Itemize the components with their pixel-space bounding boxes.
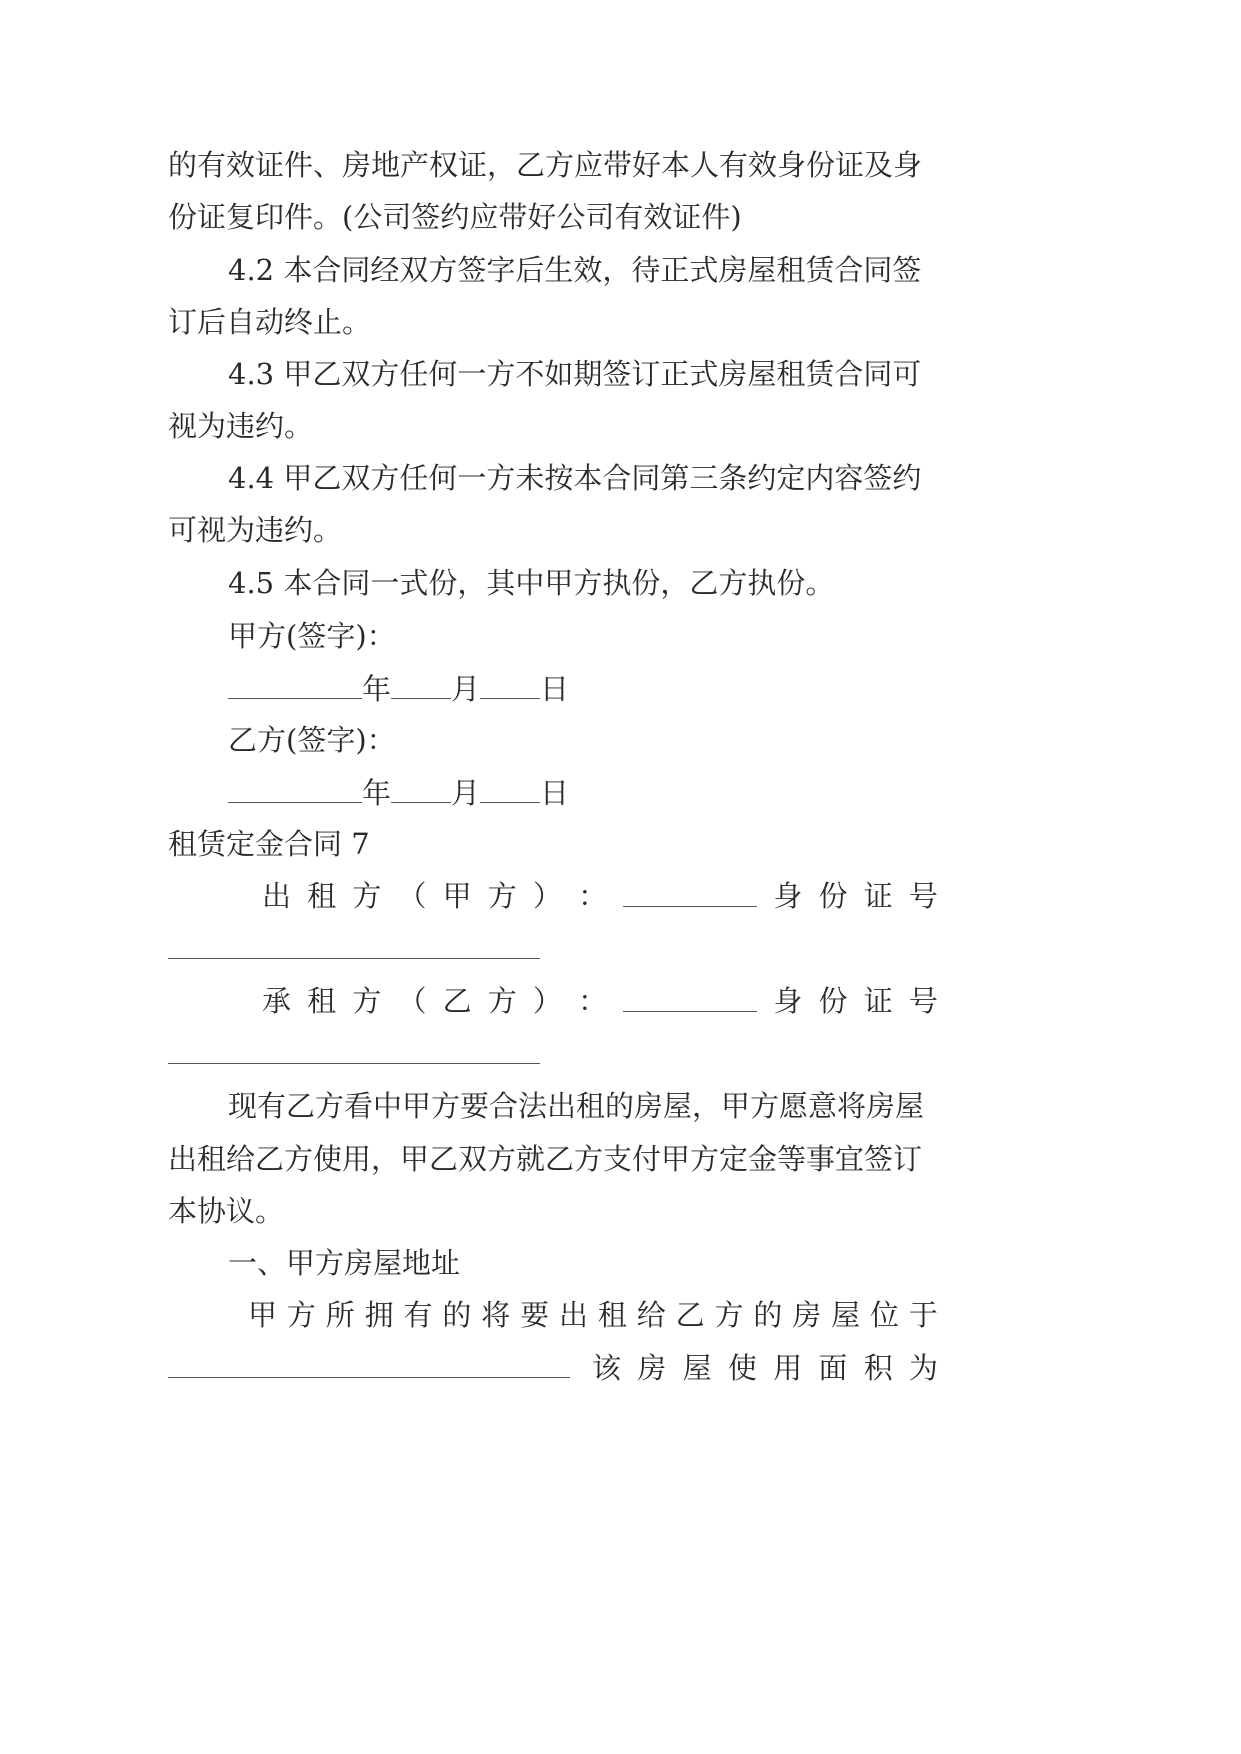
- area-line: 该 房 屋 使 用 面 积 为: [168, 1347, 938, 1388]
- year-blank: [228, 668, 362, 699]
- year-blank: [228, 772, 362, 803]
- day-blank: [480, 668, 540, 699]
- text-line: 订后自动终止。: [168, 305, 372, 339]
- text-line: 视为违约。: [168, 409, 314, 443]
- lessee-id-blank: [168, 1063, 540, 1064]
- party-b-date: 年 月 日: [228, 772, 569, 813]
- month-blank: [391, 772, 451, 803]
- clause-4-2: 4.2 本合同经双方签字后生效，待正式房屋租赁合同签: [228, 253, 922, 287]
- clause-4-5: 4.5 本合同一式份，其中甲方执份，乙方执份。: [228, 566, 835, 600]
- lessor-id-blank: [168, 958, 540, 959]
- text-line: 份证复印件。(公司签约应带好公司有效证件): [168, 200, 742, 234]
- text-line: 的有效证件、房地产权证，乙方应带好本人有效身份证及身: [168, 148, 923, 182]
- clause-4-3: 4.3 甲乙双方任何一方不如期签订正式房屋租赁合同可: [228, 357, 922, 391]
- paragraph-line: 出租给乙方使用，甲乙双方就乙方支付甲方定金等事宜签订: [168, 1142, 923, 1176]
- paragraph-line: 本协议。: [168, 1194, 285, 1228]
- address-blank: [168, 1347, 570, 1378]
- party-b-signature-label: 乙方(签字)：: [228, 723, 396, 757]
- lessor-name-blank: [623, 876, 757, 907]
- lessee-line: 承 租 方 （ 乙 方 ） ： 身 份 证 号: [262, 981, 938, 1021]
- section-heading: 一、甲方房屋地址: [228, 1246, 461, 1280]
- party-a-signature-label: 甲方(签字)：: [228, 619, 396, 653]
- contract-title: 租赁定金合同 7: [168, 827, 370, 861]
- lessor-line: 出 租 方 （ 甲 方 ） ： 身 份 证 号: [262, 876, 938, 916]
- month-blank: [391, 668, 451, 699]
- clause-4-4: 4.4 甲乙双方任何一方未按本合同第三条约定内容签约: [228, 461, 922, 495]
- address-line: 甲 方 所 拥 有 的 将 要 出 租 给 乙 方 的 房 屋 位 于: [248, 1298, 938, 1332]
- lessee-name-blank: [623, 981, 757, 1012]
- text-line: 可视为违约。: [168, 513, 343, 547]
- day-blank: [480, 772, 540, 803]
- paragraph-line: 现有乙方看中甲方要合法出租的房屋，甲方愿意将房屋: [228, 1089, 925, 1123]
- party-a-date: 年 月 日: [228, 668, 569, 709]
